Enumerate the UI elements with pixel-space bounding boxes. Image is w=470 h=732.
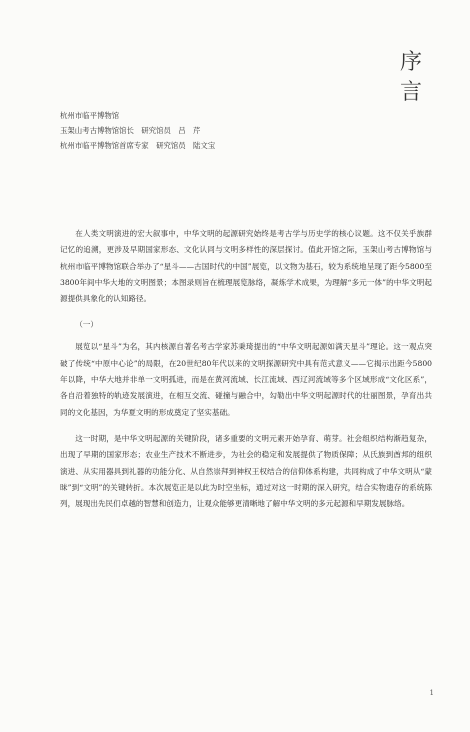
author-block xyxy=(60,108,420,153)
page-title xyxy=(400,48,422,108)
body-text xyxy=(60,226,432,512)
title-char-1: 序 xyxy=(399,50,422,75)
author-line-lv-qin: 玉架山考古博物馆馆长 研究馆员 吕 芹 xyxy=(60,126,201,135)
page-number: 1 xyxy=(429,689,434,697)
section-heading-one: （一） xyxy=(75,320,98,330)
paragraph-star-theory: 展览以“星斗”为名，其内核源自著名考古学家苏秉琦提出的“中华文明起源如满天星斗”理论。这一观点突破了传统“中原中心论”的局限，在20世纪80年代以来的文明探源研究中具有范式意义——它揭示出距今5800年以降，中华大地并非单一文明孤进，而是在黄河流域、长江流域、西辽河流域等多个区域形成“文化区系”，各自沿着独特的轨迹发展演进，在相互交流、碰撞与融合中，勾勒出中华文明起源时代的壮丽图景，孕育出共同的文化基因，为华夏文明的形成奠定了坚实基础。 xyxy=(60,342,432,417)
author-line-lu-wenbao: 杭州市临平博物馆首席专家 研究馆员 陆文宝 xyxy=(60,141,216,150)
paragraph-intro: 在人类文明演进的宏大叙事中，中华文明的起源研究始终是考古学与历史学的核心议题。这不仅关乎族群记忆的追溯，更涉及早期国家形态、文化认同与文明多样性的深层探讨。值此开馆之际，玉架山考古博物馆与杭州市临平博物馆联合举办了“星斗——古国时代的中国”展览，以文物为基石，较为系统地呈现了距今5800至3800年间中华大地的文明图景；本图录则旨在梳理展览脉络，凝炼学术成果，为理解“多元一体”的中华文明起源提供具象化的认知路径。 xyxy=(60,229,432,304)
title-char-2: 言 xyxy=(399,80,422,105)
paragraph-key-stage: 这一时期，是中华文明起源的关键阶段，诸多重要的文明元素开始孕育、萌芽。社会组织结构渐趋复杂，出现了早期的国家形态；农业生产技术不断进步，为社会的稳定和发展提供了物质保障；从氏族到酋邦的组织演进、从实用器具到礼器的功能分化、从自然崇拜到神权王权结合的信仰体系构建，共同构成了中华文明从“蒙昧”到“文明”的关键转折。本次展览正是以此为时空坐标，通过对这一时期的深入研究，结合实物遗存的系统陈列，展现出先民们卓越的智慧和创造力，让观众能够更清晰地了解中华文明的多元起源和早期发展脉络。 xyxy=(60,433,432,509)
author-line-museum: 杭州市临平博物馆 xyxy=(60,111,120,120)
